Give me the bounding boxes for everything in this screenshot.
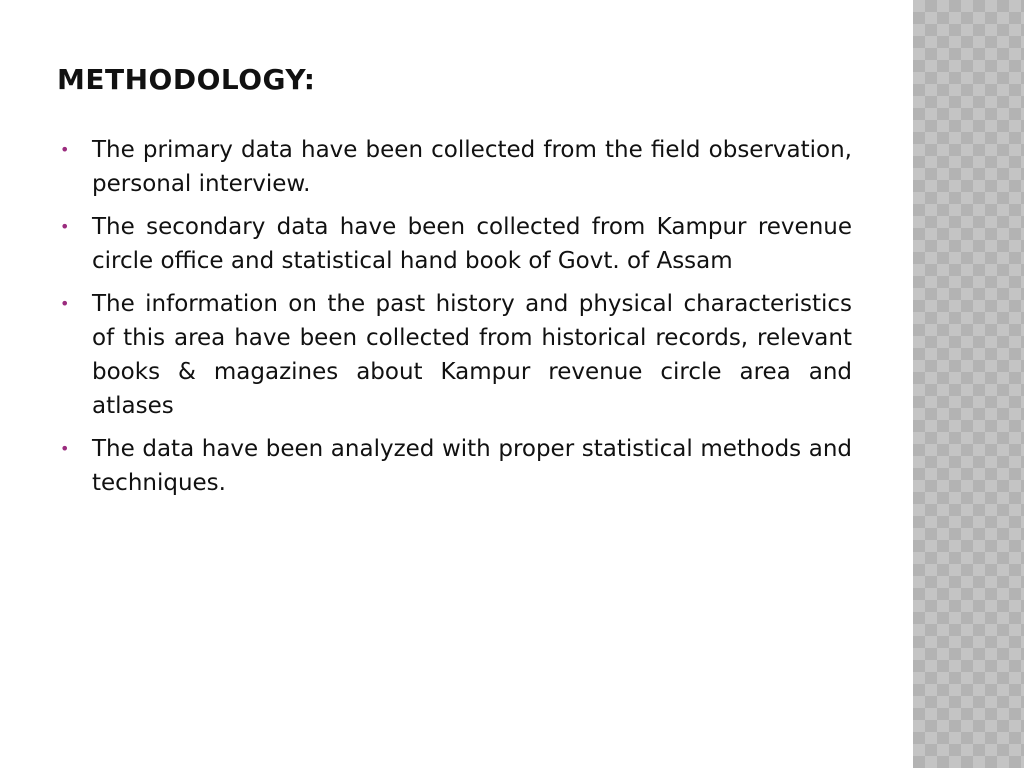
bullet-text: The secondary data have been collected from Kampur revenue circle office and statistical hand book of Govt. of Assam [92, 214, 852, 274]
bullet-icon: • [60, 294, 70, 313]
decorative-side-pattern [913, 0, 1024, 768]
bullet-icon: • [60, 439, 70, 458]
slide-title: METHODOLOGY: [57, 63, 316, 96]
bullet-icon: • [60, 217, 70, 236]
bullet-text: The data have been analyzed with proper statistical methods and techniques. [92, 436, 852, 496]
bullet-list [57, 133, 852, 509]
bullet-item [57, 432, 852, 500]
bullet-text: The information on the past history and physical characteristics of this area have been collected from historical records, relevant books & magazines about Kampur revenue circle area and atlases [92, 291, 852, 419]
bullet-text: The primary data have been collected from the field observation, personal interview. [92, 137, 852, 197]
bullet-item [57, 133, 852, 201]
bullet-item [57, 287, 852, 423]
bullet-item [57, 210, 852, 278]
bullet-icon: • [60, 140, 70, 159]
